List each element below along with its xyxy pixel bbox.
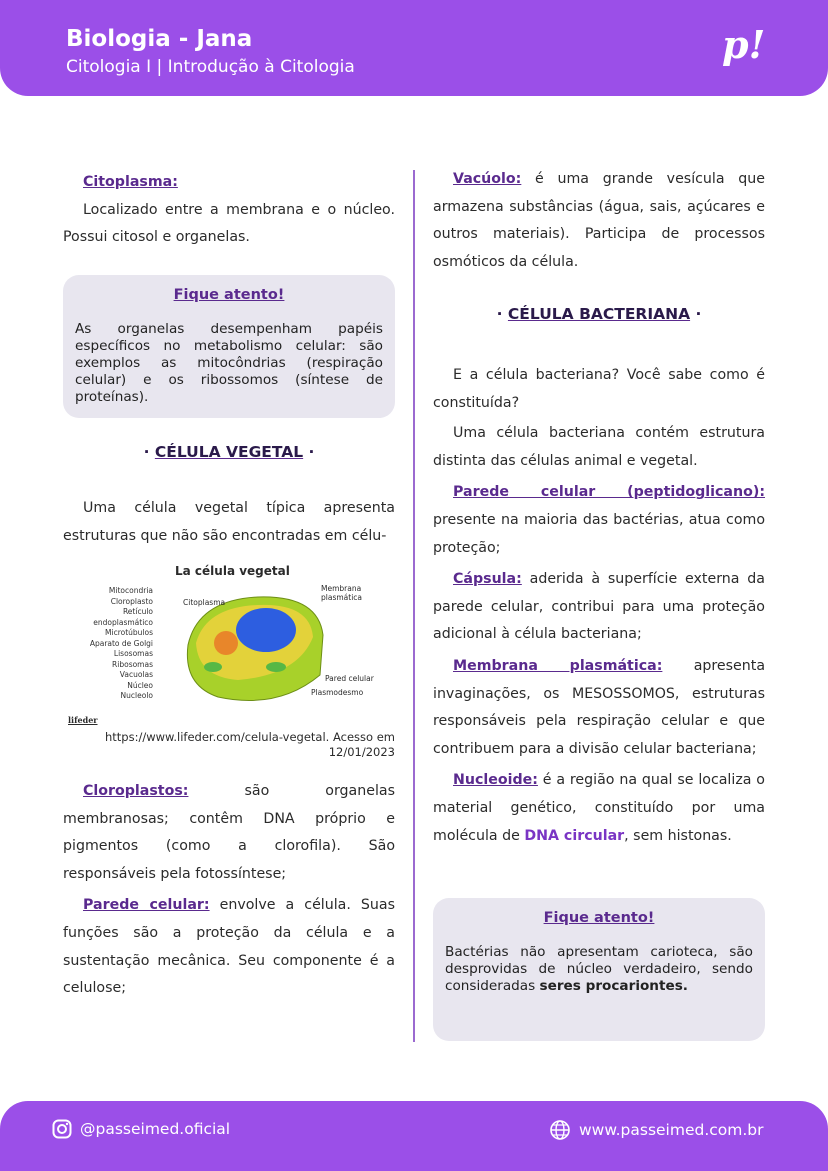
attention-text: Bactérias não apresentam carioteca, são desprovidas de núcleo verdadeiro, sendo consideradas seres procariontes.: [445, 944, 753, 994]
globe-icon: [549, 1119, 571, 1141]
citoplasma-label: Citoplasma:: [83, 174, 178, 190]
figure-left-labels: Mitocondria Cloroplasto Retículo endoplasmático Microtúbulos Aparato de Golgi Lisosomas Ribosomas Vacuolas Núcleo Nucleolo: [89, 586, 153, 700]
capsula-paragraph: Cápsula: aderida à superfície externa da parede celular, contribui para uma proteção adicional à célula bacteriana;: [433, 571, 765, 643]
lifeder-logo: lifeder: [68, 715, 98, 725]
section-heading-bacteriana: · CÉLULA BACTERIANA ·: [496, 305, 702, 323]
citoplasma-text: Localizado entre a membrana e o núcleo. Possui citosol e organelas.: [63, 201, 395, 246]
cloroplastos-paragraph: Cloroplastos: são organelas membranosas; contêm DNA próprio e pigmentos (como a clorofila). São responsáveis pela fotossíntese;: [63, 783, 395, 882]
vegetal-intro: [63, 495, 395, 551]
footer: [0, 1101, 828, 1171]
heading-text: CÉLULA VEGETAL: [154, 443, 304, 461]
attention-text: As organelas desempenham papéis específicos no metabolismo celular: são exemplos as mitocôndrias (respiração celular) e os ribossomos (síntese de proteínas).: [75, 321, 383, 405]
instagram-icon: [52, 1119, 72, 1139]
header: [0, 0, 828, 96]
section-heading-vegetal: · CÉLULA VEGETAL ·: [143, 443, 315, 461]
label-membrana: Membrana plasmática: [321, 584, 362, 602]
column-divider: [413, 170, 415, 1042]
membrana-paragraph: Membrana plasmática: apresenta invaginações, os MESOSSOMOS, estruturas responsáveis pela respiração celular e que contribuem para a divisão celular bacteriana;: [433, 657, 766, 757]
bacteria-intro-2: Uma célula bacteriana contém estrutura distinta das células animal e vegetal.: [433, 425, 765, 469]
figure-caption: https://www.lifeder.com/celula-vegetal. Acesso em 12/01/2023: [105, 730, 395, 759]
brand-logo: p!: [722, 22, 766, 67]
website-link[interactable]: www.passeimed.com.br: [549, 1119, 764, 1141]
page-subtitle: Citologia I | Introdução à Citologia: [66, 57, 355, 77]
left-definitions: [63, 778, 395, 1003]
label-citoplasma: Citoplasma: [183, 598, 226, 607]
parede-paragraph: Parede celular: envolve a célula. Suas funções são a proteção da célula e a sustentação mecânica. Seu componente é a celulose;: [63, 897, 396, 997]
attention-box-bacteria: [433, 898, 765, 1041]
citoplasma-section: [63, 169, 395, 252]
bacteria-intro-1: E a célula bacteriana? Você sabe como é constituída?: [433, 367, 765, 411]
figure-title: La célula vegetal: [175, 564, 290, 578]
page-title: Biologia - Jana: [66, 26, 253, 52]
parede-bacteria-paragraph: Parede celular (peptidoglicano): presente na maioria das bactérias, atua como proteção;: [433, 484, 765, 556]
instagram-link[interactable]: @passeimed.oficial: [52, 1119, 230, 1139]
attention-title: Fique atento!: [173, 287, 285, 303]
label-plasmodesmo: Plasmodesmo: [311, 688, 364, 697]
vegetal-intro-text: Uma célula vegetal típica apresenta estruturas que não são encontradas em célu-: [63, 500, 395, 544]
heading-text: CÉLULA BACTERIANA: [507, 305, 691, 323]
bacteria-section: [433, 362, 765, 850]
nucleoide-paragraph: Nucleoide: é a região na qual se localiza o material genético, constituído por uma molécula de DNA circular, sem histonas.: [433, 772, 765, 844]
attention-title: Fique atento!: [543, 910, 655, 926]
label-pared: Pared celular: [325, 674, 374, 683]
vacuolo-section: Vacúolo: é uma grande vesícula que armazena substâncias (água, sais, açúcares e outros materiais). Participa de processos osmóticos da célula.: [433, 171, 765, 270]
attention-box: [63, 275, 395, 418]
